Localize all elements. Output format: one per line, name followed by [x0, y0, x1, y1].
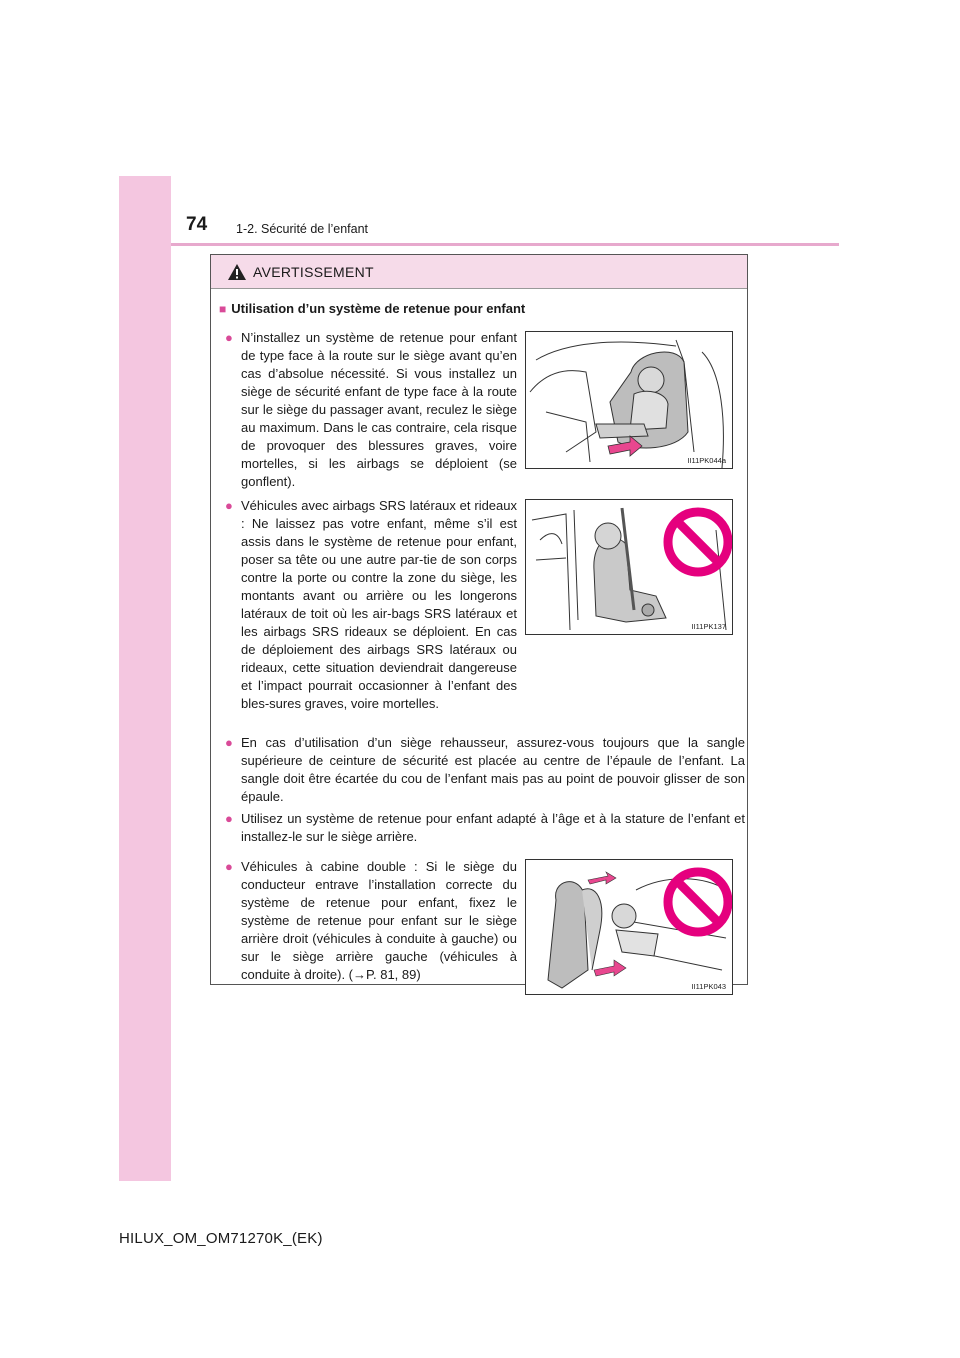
bullet-icon: ●: [225, 859, 233, 874]
warning-box: [210, 254, 748, 991]
bullet-icon: ●: [225, 498, 233, 513]
warning-header: [211, 255, 747, 289]
bullet-icon: ●: [225, 735, 233, 750]
forward-facing-child-seat-illustration: [526, 332, 733, 469]
warning-title: AVERTISSEMENT: [253, 264, 374, 280]
figure-code: II11PK043: [691, 982, 726, 991]
figure-code: II11PK137: [691, 622, 726, 631]
side-tab-band: [119, 176, 171, 1181]
list-item: ● Utilisez un système de retenue pour enfant adapté à l’âge et à la stature de l’enfant et installez-le sur le siège arrière.: [225, 811, 745, 844]
figure-seat-interference: [525, 859, 733, 995]
list-item: ● Véhicules à cabine double : Si le siège du conducteur entrave l’installation correcte du système de retenue pour enfant, fixez le système de retenue pour enfant sur le siège arrière droit (véhicules à conduite à gauche) ou sur le siège arrière gauche (véhicules à conduite à droite). (→P. 81, 89): [225, 859, 517, 982]
bullet-icon: ●: [225, 811, 233, 826]
bullet-icon: ●: [225, 330, 233, 345]
square-bullet-icon: ■: [219, 302, 227, 316]
list-item: ● En cas d’utilisation d’un siège rehausseur, assurez-vous toujours que la sangle supérieure de ceinture de sécurité est placée au centre de l’épaule de l’enfant. La sangle doit être écartée du cou de l’enfant mais pas au point de pouvoir glisser de son épaule.: [225, 735, 745, 804]
header-rule: [171, 243, 839, 246]
figure-code: II11PK044a: [687, 456, 726, 465]
warning-subheading: ■ Utilisation d’un système de retenue pour enfant: [219, 301, 526, 316]
document-code: HILUX_OM_OM71270K_(EK): [119, 1230, 323, 1247]
list-item: ● N’installez un système de retenue pour enfant de type face à la route sur le siège avant qu’en cas d’absolue nécessité. Si vous installez un siège de sécurité enfant de type face à la route sur le siège du passager avant, reculez le siège au maximum. Dans le cas contraire, cela risque de provoquer des blessures graves, voire mortelles, si les airbags se déploient (se gonflent).: [225, 330, 517, 489]
seat-interference-prohibited-illustration: [526, 860, 733, 995]
child-leaning-on-door-prohibited-illustration: [526, 500, 733, 635]
page-number: 74: [186, 214, 208, 235]
list-item: ● Véhicules avec airbags SRS latéraux et rideaux : Ne laissez pas votre enfant, même s’il est assis dans le système de retenue pour enfant, poser sa tête ou une autre par-tie de son corps contre la porte ou contre la zone du siège, les montants avant ou arrière ou les longerons latéraux de toit où les air-bags SRS latéraux et les airbags SRS rideaux se déploient. En cas de déploiement des airbags SRS latéraux ou rideaux, cette situation deviendrait dangereuse et l’impact pourrait occasionner à l’enfant des bles-sures graves, voire mortelles.: [225, 498, 517, 711]
figure-child-seat: [525, 331, 733, 469]
warning-triangle-icon: [227, 263, 247, 281]
section-title: 1-2. Sécurité de l’enfant: [236, 222, 369, 236]
figure-child-door: [525, 499, 733, 635]
